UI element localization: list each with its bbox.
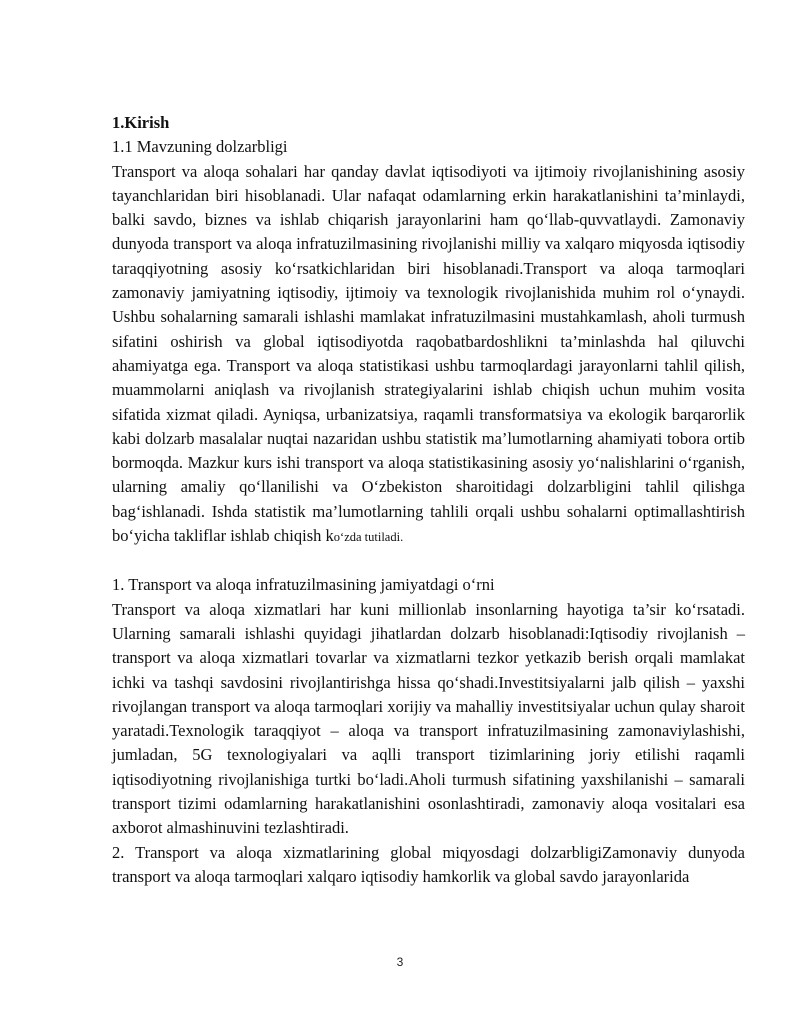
section-heading: 1.Kirish [112,113,170,132]
page-content [112,111,745,889]
intro-tail-text: o‘zda tutiladi. [333,530,404,545]
section-subheading: 1.1 Mavzuning dolzarbligi [112,137,288,157]
intro-text: Transport va aloqa sohalari har qanday davlat iqtisodiyoti va ijtimoiy rivojlanishining asosiy tayanchlaridan biri hisoblanadi. Ular nafaqat odamlarning erkin harakatlanishini ta’minlaydi, balki savdo, biznes va ishlab chiqarish jarayonlarini ham qo‘llab-quvvatlaydi. Zamonaviy dunyoda transport va aloqa infratuzilmasining rivojlanishi milliy va xalqaro miqyosda iqtisodiy taraqqiyotning asosiy ko‘rsatkichlaridan biri hisoblanadi.Transport va aloqa tarmoqlari zamonaviy jamiyatning iqtisodiy, ijtimoiy va texnologik rivojlanishida muhim rol o‘ynaydi. Ushbu sohalarning samarali ishlashi mamlakat infratuzilmasini mustahkamlash, aholi turmush sifatini oshirish va global iqtisodiyotda raqobatbardoshlikni ta’minlashda hal qiluvchi ahamiyatga ega. Transport va aloqa statistikasi ushbu tarmoqlardagi jarayonlarni tahlil qilish, muammolarni aniqlash va rivojlanish strategiyalarini ishlab chiqish uchun muhim vosita sifatida xizmat qiladi. Ayniqsa, urbanizatsiya, raqamli transformatsiya va ekologik barqarorlik kabi dolzarb masalalar nuqtai nazaridan ushbu statistik ma’lumotlarning ahamiyati tobora ortib bormoqda. Mazkur kurs ishi transport va aloqa statistikasining asosiy yo‘nalishlarini o‘rganish, ularning amaliy qo‘llanilishi va O‘zbekiston sharoitidagi dolzarbligini tahlil qilishga bag‘ishlanadi. Ishda statistik ma’lumotlarning tahlili orqali ushbu sohalarni optimallashtirish bo‘yicha takliflar ishlab chiqish k [112,161,745,546]
point-1-paragraph: Transport va aloqa xizmatlari har kuni millionlab insonlarning hayotiga ta’sir ko‘rsatadi. Ularning samarali ishlashi quyidagi jihatlardan dolzarb hisoblanadi:Iqtisodiy rivojlanish – transport va aloqa xizmatlari tovarlar va xizmatlarni tezkor yetkazib berish orqali mamlakat ichki va tashqi savdosini rivojlantirishga hissa qo‘shadi.Investitsiyalarni jalb qilish – yaxshi rivojlangan transport va aloqa tarmoqlari xorijiy va mahalliy investitsiyalar uchun qulay sharoit yaratadi.Texnologik taraqqiyot – aloqa va transport infratuzilmasining zamonaviylashishi, jumladan, 5G texnologiyalari va aqlli transport tizimlarining joriy etilishi raqamli iqtisodiyotning rivojlanishiga turtki bo‘ladi.Aholi turmush sifatining yaxshilanishi – samarali transport tizimi odamlarning harakatlanishini osonlashtiradi, zamonaviy aloqa vositalari esa axborot almashinuvini tezlashtiradi. [112,599,745,838]
point-1-heading: 1. Transport va aloqa infratuzilmasining jamiyatdagi o‘rni [112,575,495,595]
intro-paragraph [112,160,745,550]
page-number: 3 [396,955,404,969]
point-2-paragraph: 2. Transport va aloqa xizmatlarining global miqyosdagi dolzarbligiZamonaviy dunyoda transport va aloqa tarmoqlari xalqaro iqtisodiy hamkorlik va global savdo jarayonlarida [112,842,745,886]
paragraph-gap [112,549,745,573]
